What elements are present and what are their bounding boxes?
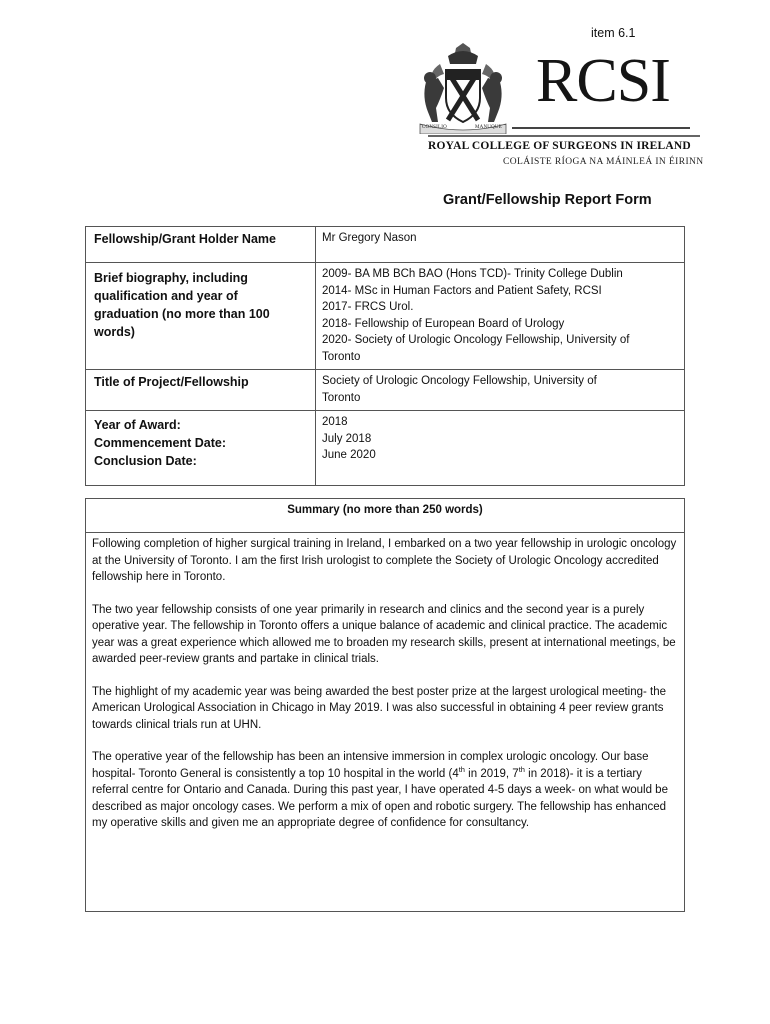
commencement-date-label: Commencement Date: <box>94 436 226 450</box>
coat-of-arms-icon <box>418 42 508 134</box>
project-title-value <box>316 370 685 411</box>
biography-line: 2009- BA MB BCh BAO (Hons TCD)- Trinity College Dublin <box>322 268 623 280</box>
paragraph-text: in 2018)- it is a tertiary referral centre for Ontario and Canada. During this past year, I have operated 4-5 days a week- on what would be described as major oncology cases. We perform a mix of open and robotic surgery. The fellowship has enhanced my operative skills and given me an appropriate degree of confidence for consultancy. <box>92 767 668 829</box>
rcsi-logo <box>418 42 704 177</box>
item-reference: item 6.1 <box>591 26 636 40</box>
table-row <box>86 499 685 533</box>
ordinal-suffix: th <box>518 764 525 774</box>
dates-label <box>86 411 316 486</box>
wordmark-underline <box>512 127 690 129</box>
biography-value <box>316 263 685 370</box>
project-title-line: Toronto <box>322 391 361 404</box>
summary-paragraph: The highlight of my academic year was being awarded the best poster prize at the largest urological meeting- the American Urological Association in Chicago in May 2019. I was also successful in obtaining 4 peer review grants towards clinical trials run at UHN. <box>92 685 667 731</box>
ordinal-suffix: th <box>458 764 465 774</box>
year-of-award-label: Year of Award: <box>94 418 181 432</box>
form-title: Grant/Fellowship Report Form <box>443 192 652 208</box>
commencement-date-value: July 2018 <box>322 432 372 445</box>
biography-line: 2017- FRCS Urol. <box>322 301 414 313</box>
biography-label <box>86 263 316 370</box>
paragraph-text: in 2019, 7 <box>464 767 519 780</box>
label-line: words) <box>94 325 135 339</box>
rcsi-wordmark: RCSI <box>536 47 670 115</box>
summary-table <box>85 498 685 912</box>
project-title-line: Society of Urologic Oncology Fellowship, University of <box>322 375 597 387</box>
table-row <box>86 370 685 411</box>
summary-paragraph <box>92 749 678 832</box>
holder-name-label: Fellowship/Grant Holder Name <box>86 227 316 263</box>
table-row <box>86 533 685 912</box>
fellowship-info-table <box>85 226 685 486</box>
year-of-award-value: 2018 <box>322 416 348 428</box>
college-name-irish: COLÁISTE RÍOGA NA MÁINLEÁ IN ÉIRINN <box>503 157 704 167</box>
conclusion-date-label: Conclusion Date: <box>94 454 197 468</box>
crest-motto <box>422 125 502 134</box>
biography-line: Toronto <box>322 350 361 363</box>
logo-divider <box>428 135 700 137</box>
project-title-label: Title of Project/Fellowship <box>86 370 316 411</box>
paragraph-text: The operative year of the fellowship has been an intensive immersion in complex urologic oncology. Our base hospital- Toronto General is consistently a top 10 hospital in the world (4 <box>92 751 649 780</box>
table-row <box>86 227 685 263</box>
label-line: qualification and year of <box>94 289 238 303</box>
dates-value <box>316 411 685 486</box>
conclusion-date-value: June 2020 <box>322 449 376 461</box>
table-row <box>86 263 685 370</box>
label-line: Brief biography, including <box>94 271 248 285</box>
motto-right: MANUQUE <box>475 125 502 130</box>
table-row <box>86 411 685 486</box>
summary-paragraph: The two year fellowship consists of one year primarily in research and clinics and the second year is a purely operative year. The fellowship in Toronto offers a unique balance of academic and clinical practice. The academic year was a great experience which allowed me to broaden my research skills, present at international meetings, be awarded peer-review grants and partake in clinical trials. <box>92 603 676 665</box>
biography-line: 2014- MSc in Human Factors and Patient Safety, RCSI <box>322 284 602 297</box>
motto-left: CONSILIO <box>422 125 447 130</box>
summary-body <box>86 533 685 912</box>
holder-name-value: Mr Gregory Nason <box>316 227 685 263</box>
summary-paragraph: Following completion of higher surgical training in Ireland, I embarked on a two year fellowship in urologic oncology at the University of Toronto. I am the first Irish urologist to complete the Society of Urologic Oncology accredited fellowship here in Toronto. <box>92 538 677 583</box>
label-line: graduation (no more than 100 <box>94 307 270 321</box>
biography-line: 2018- Fellowship of European Board of Urology <box>322 317 565 330</box>
summary-heading: Summary (no more than 250 words) <box>86 499 685 533</box>
college-name: ROYAL COLLEGE OF SURGEONS IN IRELAND <box>428 140 691 152</box>
biography-line: 2020- Society of Urologic Oncology Fellowship, University of <box>322 334 630 346</box>
